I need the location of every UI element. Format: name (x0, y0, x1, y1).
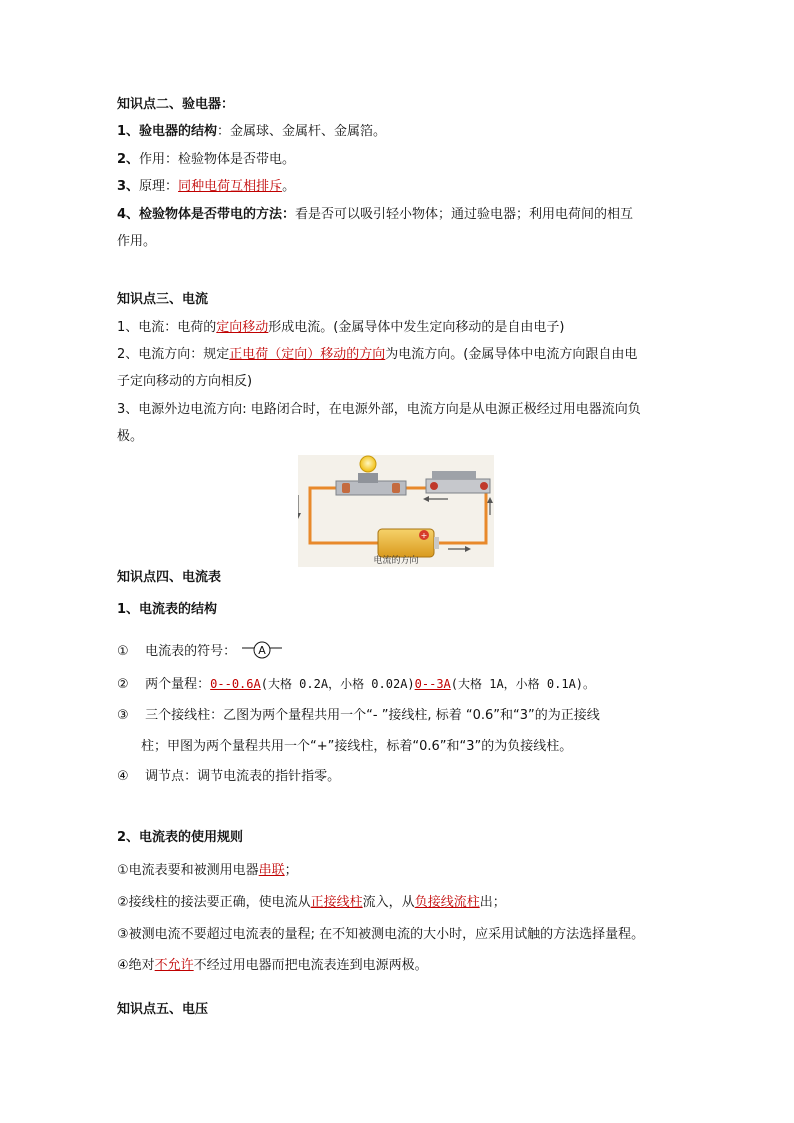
s4-item-3: ③ 三个接线柱：乙图为两个量程共用一个“- ”接线柱, 标着 “0.6”和“3”的为正接线 (117, 708, 600, 723)
s4-rule-4: ④绝对不允许不经过用电器而把电流表连到电源两极。 (117, 958, 428, 973)
ammeter-symbol-icon (240, 640, 286, 662)
section-4-title: 知识点四、电流表 (117, 570, 222, 585)
s4-item-4: ④ 调节点：调节电流表的指针指零。 (117, 769, 341, 784)
section-5-title: 知识点五、电压 (117, 1002, 209, 1017)
svg-text:+: + (420, 531, 428, 540)
s3-line-3-cont: 极。 (117, 429, 144, 444)
s2-principle-highlight: 同种电荷互相排斥 (178, 179, 283, 194)
section-2-title: 知识点二、验电器： (117, 97, 235, 112)
s2-line-1: 1、验电器的结构：金属球、金属杆、金属箔。 (117, 124, 387, 139)
s3-line-2-cont: 子定向移动的方向相反) (117, 374, 253, 389)
s4-item-2: ② 两个量程：0--0.6A(大格 0.2A，小格 0.02A)0--3A(大格 1A，小格 0.1A)。 (117, 677, 596, 692)
circuit-current-direction-figure (298, 455, 494, 567)
section-3-title: 知识点三、电流 (117, 292, 209, 307)
s4-rule-2: ②接线柱的接法要正确，使电流从正接线柱流入，从负接线流柱出； (117, 895, 506, 910)
s2-line-4-cont: 作用。 (117, 234, 157, 249)
circuit-illustration (298, 455, 494, 567)
s2-line-4: 4、检验物体是否带电的方法：看是否可以吸引轻小物体；通过验电器；利用电荷间的相互 (117, 207, 634, 222)
s4-item-1: ① 电流表的符号： A (117, 640, 286, 662)
s2-line-3: 3、原理：同种电荷互相排斥。 (117, 179, 296, 194)
s4-rule-3: ③被测电流不要超过电流表的量程; 在不知被测电流的大小时，应采用试触的方法选择量程。 (117, 927, 645, 942)
figure-caption: 电流的方向 (373, 556, 419, 566)
s3-line-3: 3、电源外边电流方向: 电路闭合时，在电源外部，电流方向是从电源正极经过用电器流向负 (117, 402, 641, 417)
svg-text:A: A (258, 644, 267, 657)
s2-line-2: 2、作用：检验物体是否带电。 (117, 152, 296, 167)
s3-line-1: 1、电流：电荷的定向移动形成电流。(金属导体中发生定向移动的是自由电子) (117, 320, 565, 335)
s4-sub-2: 2、电流表的使用规则 (117, 830, 244, 845)
s4-rule-1: ①电流表要和被测用电器串联； (117, 863, 298, 878)
s3-line-2: 2、电流方向：规定正电荷（定向）移动的方向为电流方向。(金属导体中电流方向跟自由电 (117, 347, 638, 362)
s4-sub-1: 1、电流表的结构 (117, 602, 218, 617)
s4-item-3-cont: 柱；甲图为两个量程共用一个“+”接线柱，标着“0.6”和“3”的为负接线柱。 (141, 739, 573, 754)
